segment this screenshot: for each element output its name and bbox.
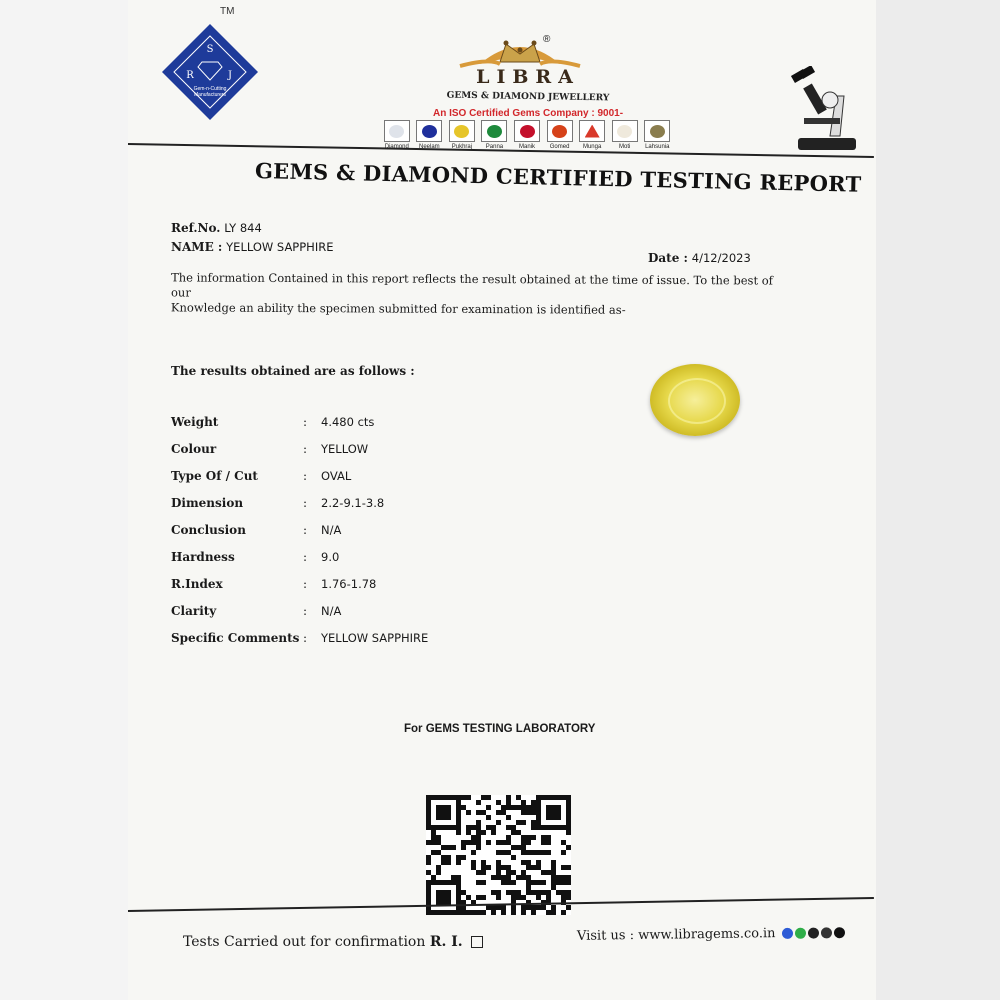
gem-swatch-panna [480,120,510,150]
result-value: 4.480 cts [321,415,375,429]
svg-text:R: R [186,70,194,81]
gem-icon [416,120,442,142]
website-link[interactable]: Visit us : www.libragems.co.in [576,926,776,944]
svg-text:J: J [227,70,233,81]
registered-mark: ® [543,34,551,45]
social-icons [782,927,845,939]
background-right [876,0,1000,1000]
iso-certification: An ISO Certified Gems Company : 9001- [432,108,624,119]
results-heading: The results obtained are as follows : [171,364,415,378]
specimen-name [171,240,333,254]
report-date [648,251,751,265]
instagram-icon[interactable] [808,927,819,938]
gem-icon [547,120,573,142]
gem-label: Neelam [419,144,440,150]
gem-swatch-lahsunia [643,120,673,150]
gem-icon [514,120,540,142]
result-separator: : [303,415,308,429]
checkbox [471,936,483,948]
libra-crown-logo [440,30,600,100]
gem-icon [579,120,605,142]
gem-swatch-moti [610,120,640,150]
youtube-icon[interactable] [821,927,832,938]
gem-icon [644,120,670,142]
tests-method: R. I. [429,934,463,950]
result-separator: : [303,442,308,456]
result-separator: : [303,604,308,618]
facebook-icon[interactable] [782,928,793,939]
result-key: Weight [171,415,219,429]
qr-code[interactable] [426,795,571,915]
result-value: YELLOW [321,442,369,456]
intro-line-1: The information Contained in this report reflects the result obtained at the time of issue. To the best of our [170,270,773,300]
result-key: Colour [171,442,217,456]
result-separator: : [303,550,308,564]
libra-brand-name: LIBRA [476,66,580,88]
whatsapp-icon[interactable] [795,928,806,939]
result-value: 2.2-9.1-3.8 [321,496,385,510]
result-separator: : [303,496,308,510]
result-value: OVAL [321,469,352,483]
report-title: GEMS & DIAMOND CERTIFIED TESTING REPORT [254,158,862,197]
gem-icon [384,120,410,142]
result-separator: : [303,631,308,645]
trademark-mark: TM [220,6,235,17]
gem-label: Manik [519,144,536,150]
gem-swatch-row [382,120,672,150]
gem-label: Lahsunia [645,144,670,150]
result-value: 9.0 [321,550,340,564]
tests-text: Tests Carried out for confirmation [183,934,426,950]
result-separator: : [303,523,308,537]
result-key: Conclusion [171,523,246,537]
gem-label: Moti [619,144,631,150]
gem-label: Munga [582,144,602,150]
gem-swatch-gomed [545,120,575,150]
tests-statement [183,934,483,950]
date-value: 4/12/2023 [691,251,751,265]
result-separator: : [303,469,308,483]
gem-icon [481,120,507,142]
libra-subtitle: GEMS & DIAMOND JEWELLERY [446,90,610,104]
svg-text:Manufacturers: Manufacturers [194,92,226,98]
result-key: Dimension [171,496,244,510]
result-value: N/A [321,523,342,537]
svg-text:S: S [206,44,214,55]
gem-label: Pukhraj [451,144,473,150]
gem-swatch-munga [577,120,607,150]
result-key: Clarity [171,604,217,618]
result-value: N/A [321,604,342,618]
srj-logo [160,22,260,122]
result-key: Specific Comments [171,631,300,645]
lab-signature-label: For GEMS TESTING LABORATORY [404,723,596,735]
show-through-watermark [680,535,692,579]
result-value: YELLOW SAPPHIRE [321,631,429,645]
gem-swatch-neelam [415,120,445,150]
result-value: 1.76-1.78 [321,577,377,591]
result-separator: : [303,577,308,591]
pinterest-icon[interactable] [834,927,845,938]
name-label: NAME : [171,240,223,254]
gem-icon [612,120,638,142]
ref-value: LY 844 [224,221,262,235]
name-value: YELLOW SAPPHIRE [226,240,334,254]
svg-text:Gem-n-Cutting: Gem-n-Cutting [193,86,227,92]
result-key: Hardness [171,550,235,564]
gem-swatch-pukhraj [447,120,477,150]
ref-label: Ref.No. [171,221,221,235]
intro-line-2: Knowledge an ability the specimen submitted for examination is identified as- [170,300,626,317]
gem-icon [449,120,475,142]
gem-swatch-manik [512,120,542,150]
yellow-sapphire-photo [650,364,740,436]
intro-paragraph [171,270,776,318]
ref-number [171,221,262,235]
gem-swatch-diamond [382,120,412,150]
result-key: R.Index [171,577,223,591]
result-key: Type Of / Cut [171,469,258,483]
date-label: Date : [648,251,688,265]
background-left [0,0,128,1000]
gem-label: Panna [485,144,504,150]
microscope-icon [790,66,860,156]
gem-label: Gomed [549,144,570,150]
